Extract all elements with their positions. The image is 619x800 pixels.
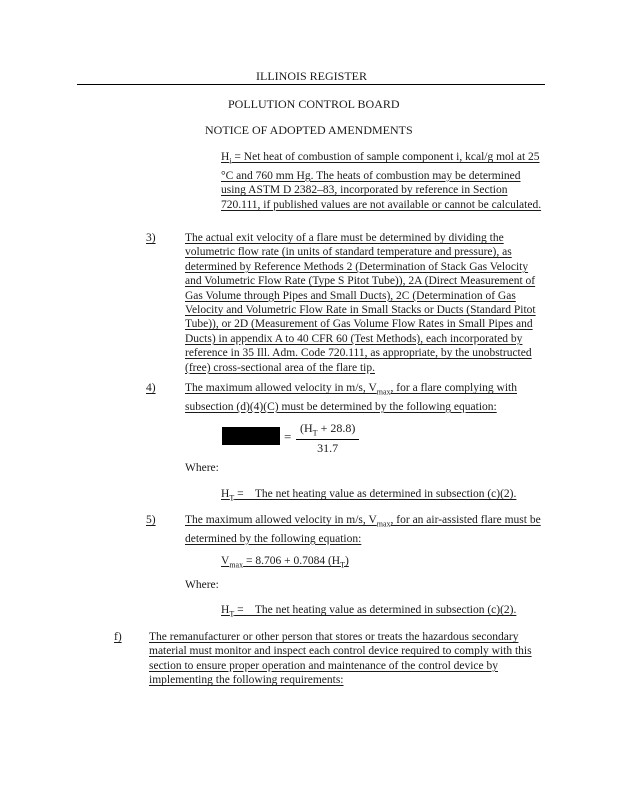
item-4-where: Where:: [185, 462, 219, 474]
item-5-number: 5): [146, 514, 156, 526]
eq4-numerator-sub: T: [312, 428, 318, 438]
eq4-numerator: [296, 421, 359, 440]
register-title: ILLINOIS REGISTER: [256, 69, 367, 83]
item-4-text: [185, 381, 547, 414]
notice-title: NOTICE OF ADOPTED AMENDMENTS: [205, 123, 413, 137]
item-5-vmax-sub: max: [376, 519, 391, 529]
hi-symbol: H: [221, 151, 230, 163]
eq5-equation: [221, 554, 349, 572]
item-3-text: The actual exit velocity of a flare must be determined by dividing the volumetric flow rate (in units of standard temperature and pressure), as determined by Reference Methods 2 (Determination of Stack Gas Velocity and Volumetric Flow Rate (Type S Pitot Tube)), 2A (Direct Measurement of Gas Volume through Pipes and Small Ducts), 2C (Determination of Gas Velocity and Volumetric Flow Rate in Small Stacks or Ducts (Standard Pitot Tube)), or 2D (Measurement of Gas Volume Flow Rates in Small Pipes and Ducts) in appendix A to 40 CFR 60 (Test Methods), each incorporated by reference in 35 Ill. Adm. Code 720.111, as appropriate, by the unobstructed (free) cross-sectional area of the flare tip.: [185, 232, 536, 374]
eq5-lhs-sub: max: [229, 560, 244, 570]
redaction-box: [222, 427, 280, 445]
item-f-text: The remanufacturer or other person that stores or treats the hazardous secondary material must monitor and inspect each control device required to comply with this section to ensure proper operation and maintenance of the control device by implementing the following requirements:: [149, 631, 532, 687]
item-4-text-before: The maximum allowed velocity in m/s, V: [185, 382, 377, 394]
item-5-where: Where:: [185, 579, 219, 591]
eq4-equals: =: [284, 429, 292, 444]
item-5-ht-definition: [221, 603, 516, 621]
header-rule: [77, 84, 545, 85]
item-5-ht-sub: T: [229, 609, 235, 619]
board-title: POLLUTION CONTROL BOARD: [228, 97, 400, 111]
eq5-lhs: V: [221, 555, 230, 567]
eq4-numerator-rest: + 28.8): [317, 421, 356, 435]
eq5-rhs: = 8.706 + 0.7084 (H: [243, 555, 341, 567]
hi-definition-text: = Net heat of combustion of sample component i, kcal/g mol at 25 °C and 760 mm Hg. The heats of combustion may be determined using ASTM D 2382–83, incorporated by reference in Section 720.111, if published values are not available or cannot be calculated.: [221, 151, 542, 211]
eq4-denominator: 31.7: [317, 441, 339, 456]
item-5-ht-symbol: H: [221, 604, 230, 616]
item-5-text: [185, 513, 547, 546]
eq4-numerator-open: (H: [300, 421, 313, 435]
hi-definition: [221, 150, 546, 212]
item-4-text-after: , for a flare complying with subsection (d)(4)(C) must be determined by the following equation:: [185, 382, 517, 413]
item-4-vmax-sub: max: [376, 387, 391, 397]
item-4-ht-sub: T: [229, 493, 235, 503]
hi-subscript: i: [229, 156, 232, 166]
eq5-rhs-end: ): [344, 555, 349, 567]
eq5-rhs-sub: T: [340, 560, 345, 570]
item-4-ht-symbol: H: [221, 488, 230, 500]
item-f-number: f): [114, 631, 122, 643]
item-4-ht-definition: [221, 487, 516, 505]
item-5-ht-text: = The net heating value as determined in subsection (c)(2).: [234, 604, 517, 616]
item-4-number: 4): [146, 382, 156, 394]
item-5-text-after: , for an air-assisted flare must be determined by the following equation:: [185, 514, 541, 545]
item-4-ht-text: = The net heating value as determined in subsection (c)(2).: [234, 488, 517, 500]
eq4-fraction: [296, 421, 359, 456]
item-5-text-before: The maximum allowed velocity in m/s, V: [185, 514, 377, 526]
item-3-number: 3): [146, 232, 156, 244]
